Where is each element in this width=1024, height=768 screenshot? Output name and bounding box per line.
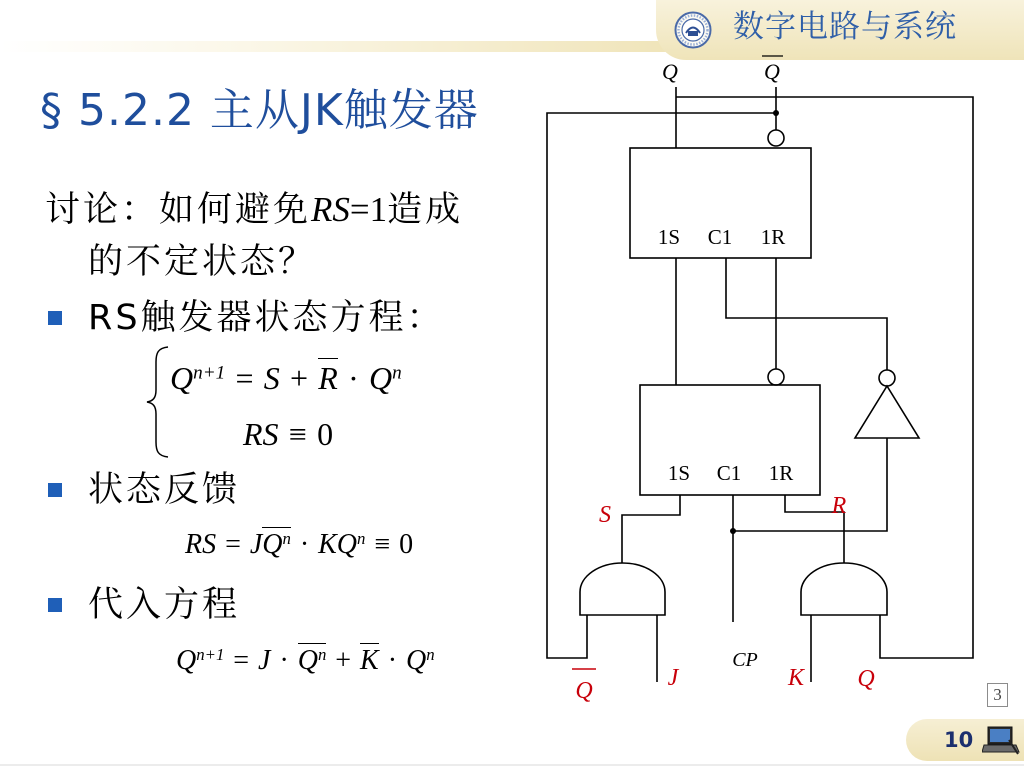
square-bullet-icon [48, 311, 62, 325]
signal-r-label: R [831, 493, 847, 519]
inverter-bubble [879, 370, 895, 386]
slide-title: § 5.2.2 主从JK触发器 [40, 85, 479, 136]
jk-flip-flop-circuit [520, 40, 1000, 720]
formula-variable: Q [405, 645, 427, 677]
course-title: 数字电路与系统 [733, 9, 957, 45]
formula-variable: RS [185, 529, 217, 561]
formula-operator: ≡ [374, 529, 391, 561]
input-k-label: K [787, 665, 805, 691]
wire-slave-clock [726, 258, 887, 370]
formula-variable: S [263, 360, 280, 397]
inverter-gate [855, 386, 919, 438]
square-bullet-icon [48, 483, 62, 497]
formula-variable: J [258, 645, 271, 677]
discussion-rs-variable: RS [311, 190, 350, 229]
discussion-suffix: 造成 [387, 190, 464, 230]
formula-variable: Q [368, 360, 393, 397]
output-qbar-label: Q [764, 59, 780, 84]
wire-inverter-input [733, 438, 887, 531]
bullet-substitute-equation: 代入方程 [88, 585, 241, 625]
formula-feedback-constraint [185, 527, 413, 563]
formula-overbar [298, 643, 327, 675]
master-pin-c1: C1 [716, 461, 742, 485]
discussion-equals-one: =1 [349, 190, 388, 229]
formula-overbar [262, 527, 291, 559]
formula-number: 0 [399, 529, 414, 561]
formula-variable: R [318, 360, 338, 397]
slide-number: 10 [944, 728, 974, 752]
master-pin-1s: 1S [667, 461, 691, 485]
wire-q-feedback [676, 97, 973, 658]
formula-overbar [360, 643, 379, 675]
formula-substituted-equation [176, 643, 435, 679]
formula-operator: · [299, 529, 310, 561]
formula-superscript: n [282, 528, 291, 548]
discussion-prefix: 讨论：如何避免 [45, 190, 312, 230]
square-bullet-icon [48, 598, 62, 612]
formula-operator: ≡ [288, 416, 307, 452]
input-qbar-label: Q [575, 678, 593, 704]
formula-superscript: n+1 [196, 644, 225, 664]
wire-s [622, 495, 680, 563]
slave-pin-1s: 1S [657, 225, 681, 249]
input-j-label: J [667, 665, 679, 691]
formula-number: 0 [317, 416, 334, 452]
formula-operator: + [290, 360, 309, 397]
formula-variable: Q [170, 360, 194, 397]
bullet-state-feedback: 状态反馈 [88, 470, 241, 510]
master-pin-1r: 1R [768, 461, 794, 485]
formula-variable: K [360, 645, 379, 677]
formula-operator: = [235, 360, 254, 397]
left-brace [140, 344, 174, 460]
formula-variable: KQ [318, 529, 358, 561]
formula-superscript: n+1 [193, 362, 226, 384]
slave-pin-1r: 1R [760, 225, 786, 249]
discussion-question [45, 190, 463, 230]
formula-variable: Q [262, 529, 283, 561]
junction-dot-qbar [773, 110, 779, 116]
formula-superscript: n [317, 644, 327, 664]
formula-variable: J [249, 529, 263, 561]
formula-operator: · [387, 645, 398, 677]
and-gate-j [580, 563, 665, 615]
and-gate-k [801, 563, 887, 615]
formula-operator: = [225, 529, 241, 561]
formula-superscript: n [392, 362, 402, 384]
discussion-question-line2: 的不定状态？ [88, 242, 317, 282]
formula-operator: + [335, 645, 352, 677]
formula-variable: RS [243, 416, 279, 452]
input-q-label: Q [857, 666, 875, 692]
formula-variable: Q [176, 645, 197, 677]
signal-s-label: S [599, 502, 611, 528]
formula-rs-constraint [243, 414, 333, 454]
formula-operator: · [279, 645, 289, 677]
formula-operator: = [233, 645, 250, 677]
input-cp-label: CP [732, 649, 758, 671]
footer-line [0, 764, 1024, 766]
master-inverting-bubble [768, 369, 784, 385]
formula-overbar [318, 358, 338, 397]
output-q-label: Q [662, 59, 678, 84]
slave-pin-c1: C1 [707, 225, 733, 249]
formula-superscript: n [426, 644, 435, 664]
bullet-rs-state-equation: RS触发器状态方程： [88, 298, 445, 338]
laptop-icon[interactable] [982, 724, 1020, 758]
slave-inverting-bubble [768, 130, 784, 146]
formula-operator: · [348, 360, 359, 397]
formula-rs-state-equation [170, 358, 402, 398]
formula-variable: Q [297, 645, 318, 677]
formula-superscript: n [357, 528, 366, 548]
junction-dot-cp [730, 528, 736, 534]
small-page-number: 3 [987, 683, 1008, 707]
